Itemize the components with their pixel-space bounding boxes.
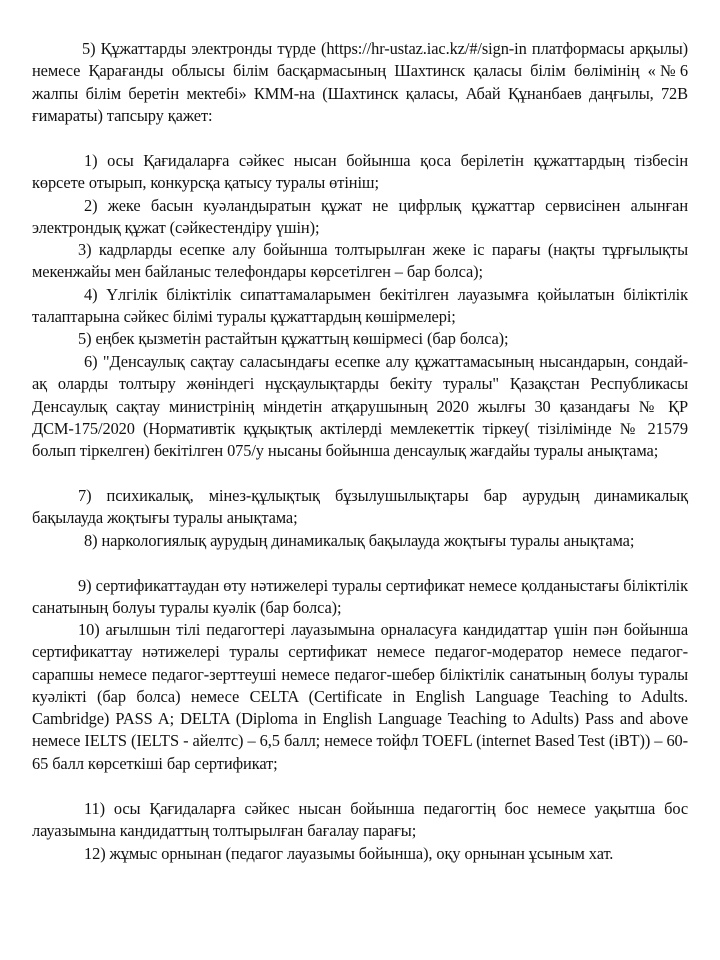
- intro-paragraph: 5) Құжаттарды электронды түрде (https://hr-ustaz.iac.kz/#/sign-in платформасы арқылы) немесе Қарағанды облысы білім басқармасының Шахтинск қаласы білім бөлімінің «№6 жалпы білім беретін мектебі» КММ-на (Шахтинск қаласы, Абай Құнанбаев даңғылы, 72В ғимараты) тапсыру қажет:: [32, 39, 688, 125]
- list-item: 12) жұмыс орнынан (педагог лауазымы бойынша), оқу орнынан ұсыным хат.: [84, 844, 614, 863]
- list-item: 9) сертификаттаудан өту нәтижелері туралы сертификат немесе қолданыстағы біліктілік санатының болуы туралы куәлік (бар болса);: [32, 576, 688, 618]
- list-item: 6) "Денсаулық сақтау саласындағы есепке алу құжаттамасының нысандарын, сондай-ақ оларды толтыру жөніндегі нұсқаулықтарды бекіту туралы" Қазақстан Республикасы Денсаулық сақтау министрінің міндетін атқарушының 2020 жылғы 30 қазандағы № ҚР ДСМ-175/2020 (Нормативтік құқықтық актілерді мемлекеттік тіркеу( тізілімінде № 21579 болып тіркелген) бекітілген 075/у нысаны бойынша денсаулық жағдайы туралы анықтама;: [32, 352, 688, 461]
- list-item: 4) Үлгілік біліктілік сипаттамаларымен бекітілген лауазымға қойылатын біліктілік талаптарына сәйкес білімі туралы құжаттардың көшірмелері;: [32, 285, 688, 327]
- list-item: 1) осы Қағидаларға сәйкес нысан бойынша қоса берілетін құжаттардың тізбесін көрсете отырып, конкурсқа қатысу туралы өтініш;: [32, 151, 688, 193]
- list-item: 8) наркологиялық аурудың динамикалық бақылауда жоқтығы туралы анықтама;: [84, 531, 635, 550]
- list-item: 10) ағылшын тілі педагогтері лауазымына орналасуға кандидаттар үшін пән бойынша сертификаттау нәтижелері туралы сертификат немесе педагог-модератор немесе педагог-сарапшы немесе педагог-зерттеуші немесе педагог-шебер біліктілік санатының болуы туралы куәлікті (бар болса) немесе CELTA (Certificate in English Language Teaching to Adults. Cambridge) PASS A; DELTA (Diploma in English Language Teaching to Adults) Pass and above немесе IELTS (IELTS - айелтс) – 6,5 балл; немесе тойфл TOEFL (internet Based Test (iBT)) – 60-65 балл көрсеткішi бар сертификат;: [32, 620, 688, 773]
- list-item: 3) кадрларды есепке алу бойынша толтырылған жеке іс парағы (нақты тұрғылықты мекенжайы мен байланыс телефондары көрсетілген – бар болса);: [32, 240, 688, 282]
- list-item: 7) психикалық, мінез-құлықтық бұзылушылықтары бар аурудың динамикалық бақылауда жоқтығы туралы анықтама;: [32, 486, 688, 528]
- list-item: 5) еңбек қызметін растайтын құжаттың көшірмесі (бар болса);: [78, 329, 509, 348]
- list-item: 11) осы Қағидаларға сәйкес нысан бойынша педагогтің бос немесе уақытша бос лауазымына кандидаттың толтырылған бағалау парағы;: [32, 799, 688, 841]
- list-item: 2) жеке басын куәландыратын құжат не цифрлық құжаттар сервисінен алынған электрондық құжат (сәйкестендіру үшін);: [32, 196, 688, 238]
